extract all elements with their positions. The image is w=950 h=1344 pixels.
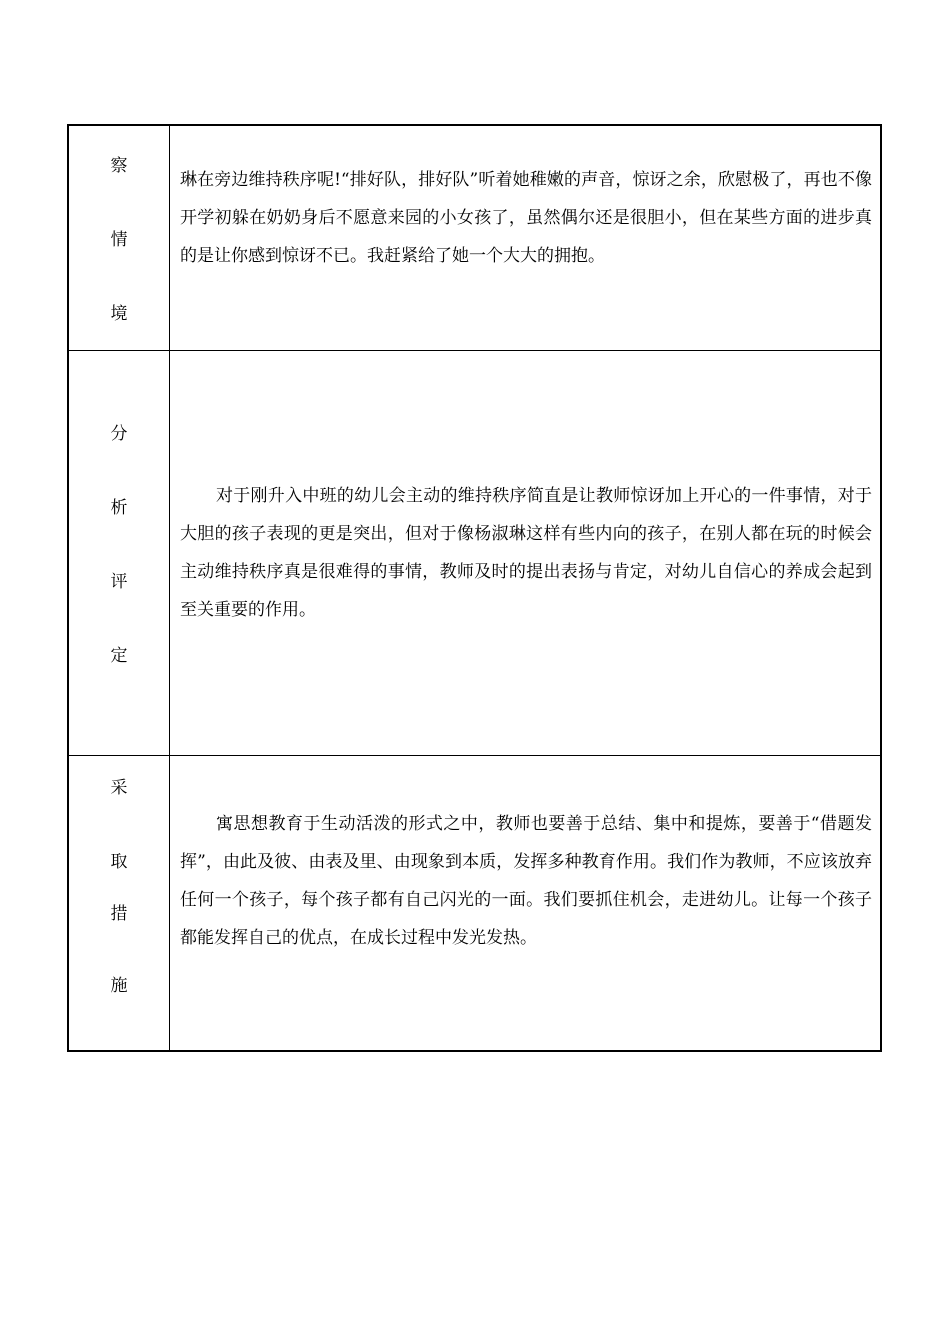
table-row-measures — [68, 756, 881, 1052]
row-label-observed-situation — [69, 126, 169, 350]
table-row-analysis — [68, 351, 881, 756]
table-row-observed-situation — [68, 125, 881, 351]
row-content-cell — [170, 351, 882, 756]
label-char: 采 — [110, 778, 128, 798]
row-label-cell — [68, 351, 170, 756]
label-char: 察 — [110, 156, 128, 176]
row-content-cell — [170, 125, 882, 351]
label-char: 定 — [110, 646, 128, 666]
label-char: 措 — [110, 904, 128, 924]
label-char: 取 — [110, 852, 128, 872]
label-char: 析 — [110, 498, 128, 518]
row-label-cell — [68, 125, 170, 351]
row-label-analysis — [69, 351, 169, 755]
row-label-measures — [69, 756, 169, 1050]
row-content-cell — [170, 756, 882, 1052]
row-label-cell — [68, 756, 170, 1052]
label-char: 施 — [110, 976, 128, 996]
record-table — [67, 124, 882, 1052]
label-char: 情 — [110, 230, 128, 250]
observed-situation-text: 琳在旁边维持秩序呢!“排好队，排好队”听着她稚嫩的声音，惊讶之余，欣慰极了，再也不像开学初躲在奶奶身后不愿意来园的小女孩了，虽然偶尔还是很胆小，但在某些方面的进步真的是让你感到惊讶不已。我赶紧给了她一个大大的拥抱。 — [180, 170, 872, 266]
label-char: 境 — [110, 304, 128, 324]
analysis-text: 对于刚升入中班的幼儿会主动的维持秩序简直是让教师惊讶加上开心的一件事情，对于大胆的孩子表现的更是突出，但对于像杨淑琳这样有些内向的孩子，在别人都在玩的时候会主动维持秩序真是很难得的事情，教师及时的提出表扬与肯定，对幼儿自信心的养成会起到至关重要的作用。 — [180, 486, 872, 620]
measures-text: 寓思想教育于生动活泼的形式之中，教师也要善于总结、集中和提炼，要善于“借题发挥”，由此及彼、由表及里、由现象到本质，发挥多种教育作用。我们作为教师，不应该放弃任何一个孩子，每个孩子都有自己闪光的一面。我们要抓住机会，走进幼儿。让每一个孩子都能发挥自己的优点，在成长过程中发光发热。 — [180, 814, 872, 948]
label-char: 评 — [110, 572, 128, 592]
label-char: 分 — [110, 424, 128, 444]
